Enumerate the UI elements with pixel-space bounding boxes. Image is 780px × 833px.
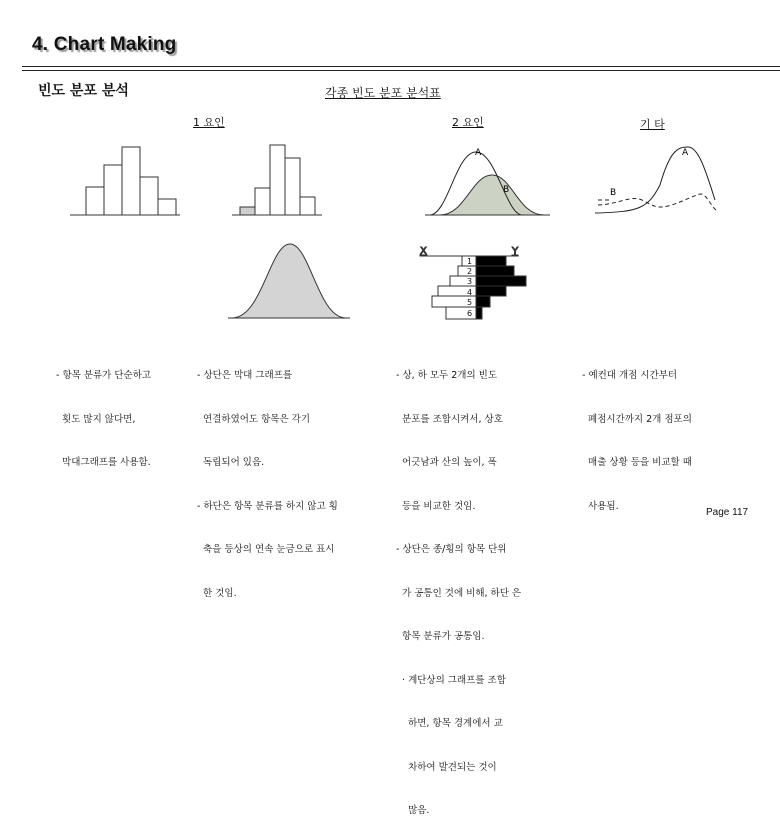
description-line: 많음. [396,805,430,816]
hist-bar-5 [300,197,315,215]
bar-1 [86,187,104,215]
description-line: · 계단상의 그래프를 조합 [396,674,506,686]
rank-label-6: 6 [467,309,473,318]
table-title: 각종 빈도 분포 분석표 [325,86,441,100]
description-col1 [56,340,151,485]
bar-3 [122,147,140,215]
y-bar-5 [476,296,490,307]
description-line: 분포를 조합시켜서, 상호 [396,413,503,425]
rank-label-2: 2 [467,267,473,276]
label-normal-a: A [475,148,482,158]
description-line: 하면, 항목 경계에서 교 [396,718,503,729]
description-line: 어긋남과 산의 높이, 폭 [396,457,497,468]
simple-bar-chart [70,147,180,215]
description-line: 매출 상황 등을 비교할 때 [582,457,692,468]
description-line: - 항목 분류가 단순하고 [56,370,152,381]
description-line: - 예컨대 개점 시간부터 [582,370,678,381]
overlap-distribution-chart [425,148,550,215]
hist-bar-4 [285,158,300,215]
description-line: 축을 등상의 연속 눈금으로 표시 [197,544,335,555]
label-other-b: B [610,188,617,198]
section-title: 빈도 분포 분석 [38,83,129,99]
description-line: 폐점시간까지 2개 점포의 [582,413,692,425]
rank-label-5: 5 [467,298,473,307]
y-bar-2 [476,266,514,276]
y-bar-6 [476,307,482,319]
description-line: 연결하였어도 항목은 각기 [197,413,311,425]
x-bar-3 [450,276,476,286]
description-line: - 하단은 항목 분류를 하지 않고 횡 [197,500,338,512]
rank-label-3: 3 [467,277,473,286]
description-line: 독립되어 있음. [197,457,265,468]
hist-bar-3 [270,145,285,215]
normal-curve-chart [228,244,350,318]
bar-2 [104,165,122,215]
page-title: 4. Chart Making [32,34,177,55]
label-normal-b: B [503,185,510,195]
rank-label-4: 4 [467,288,473,297]
description-line: 사용됨. [582,500,619,512]
y-bar-4 [476,286,506,296]
label-other-a: A [682,148,689,158]
column-header-other: 기 타 [640,118,665,131]
column-header-factor1: 1 요인 [193,116,225,129]
y-bar-1 [476,256,506,266]
description-line: - 상, 하 모두 2개의 빈도 [396,370,498,381]
page-number: Page 117 [706,507,749,518]
description-line: 횟도 많지 않다면, [56,413,136,425]
description-col4 [582,340,692,529]
description-line: - 상단은 종/횡의 항목 단위 [396,544,507,555]
description-col2 [197,340,338,616]
label-x-axis: X [420,246,427,257]
description-line: 등을 비교한 것임. [396,500,476,512]
description-line: 차하여 발견되는 것이 [396,761,497,773]
y-bar-3 [476,276,526,286]
hist-bar-1 [240,207,255,215]
label-y-axis: Y [512,246,519,257]
description-line: 한 것임. [197,587,237,599]
description-line: 가 공통인 것에 비해, 하단 은 [396,587,522,599]
description-line: - 상단은 막대 그래프를 [197,370,293,381]
description-col3 [396,340,521,833]
comparison-curve-chart [595,147,716,213]
description-line: 막대그래프를 사용함. [56,457,151,468]
bar-5 [158,199,176,215]
pyramid-chart [420,246,526,319]
histogram-chart [232,145,322,215]
column-header-factor2: 2 요인 [452,116,484,129]
hist-bar-2 [255,188,270,215]
rank-label-1: 1 [467,257,473,266]
description-line: 항목 분류가 공통임. [396,631,485,642]
bar-4 [140,177,158,215]
